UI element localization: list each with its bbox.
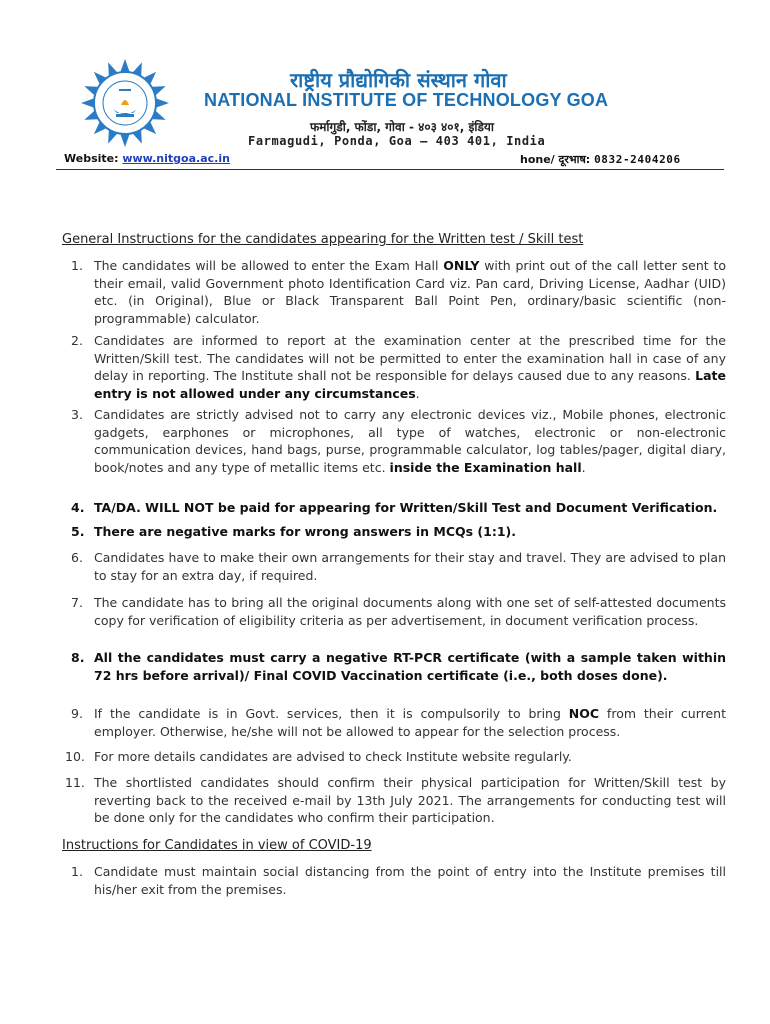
phone-label: hone/ दूरभाष: xyxy=(520,153,591,166)
instruction-item-2: 2. Candidates are informed to report at the examination center at the prescribed time for the Written/Skill test. The candidates will not be permitted to enter the examination hall in case of any delay in reporting. The Institute shall not be responsible for delays caused due to any reasons. Late entry is not allowed under any circumstances. xyxy=(71,333,726,401)
instruction-item-10: 10. For more details candidates are advised to check Institute website regularly. xyxy=(65,749,572,764)
website-line xyxy=(64,152,230,165)
institute-name-hindi: राष्ट्रीय प्रौद्योगिकी संस्थान गोवा xyxy=(290,68,507,92)
instruction-item-7: 7. The candidate has to bring all the original documents along with one set of self-attested documents copy for verification of eligibility criteria as per advertisement, in document verification process. xyxy=(71,595,726,628)
instruction-item-9: 9. If the candidate is in Govt. services, then it is compulsorily to bring NOC from their current employer. Otherwise, he/she will not be allowed to appear for the selection process. xyxy=(71,706,726,739)
phone-number: 0832-2404206 xyxy=(594,153,681,166)
website-label: Website: xyxy=(64,152,123,165)
institute-name: NATIONAL INSTITUTE OF TECHNOLOGY GOA xyxy=(204,90,609,110)
instruction-item-4: 4. TA/DA. WILL NOT be paid for appearing for Written/Skill Test and Document Verification. xyxy=(71,500,718,515)
instruction-item-6: 6. Candidates have to make their own arrangements for their stay and travel. They are advised to plan to stay for an extra day, if required. xyxy=(71,550,726,583)
website-link[interactable]: www.nitgoa.ac.in xyxy=(122,152,230,165)
instruction-item-11: 11. The shortlisted candidates should confirm their physical participation for Written/Skill test by reverting back to the received e-mail by 13th July 2021. The arrangements for conducting test will be done only for the candidates who confirm their participation. xyxy=(65,775,726,825)
covid-instructions-heading: Instructions for Candidates in view of COVID-19 xyxy=(62,838,372,853)
covid-item-1: 1. Candidate must maintain social distancing from the point of entry into the Institute premises till his/her exit from the premises. xyxy=(71,864,726,897)
institute-logo xyxy=(80,58,170,148)
instruction-item-5: 5. There are negative marks for wrong answers in MCQs (1:1). xyxy=(71,524,516,539)
address: Farmagudi, Ponda, Goa – 403 401, India xyxy=(248,134,546,148)
instruction-item-3: 3. Candidates are strictly advised not to carry any electronic devices viz., Mobile phones, electronic gadgets, earphones or microphones, all type of watches, electronic or non-electronic communication devices, hand bags, purse, programmable calculator, log tables/pager, digital diary, book/notes and any type of metallic items etc. inside the Examination hall. xyxy=(71,407,726,475)
header-divider xyxy=(56,169,724,170)
address-hindi: फर्मागुडी, फोंडा, गोवा - ४०३ ४०१, इंडिया xyxy=(310,120,495,134)
instruction-item-1: 1. The candidates will be allowed to enter the Exam Hall ONLY with print out of the call letter sent to their email, valid Government photo Identification Card viz. Pan card, Driving License, Aadhar (UID) etc. (in Original), Blue or Black Transparent Ball Point Pen, ordinary/basic scientific (non-programmable) calculator. xyxy=(71,258,726,326)
general-instructions-heading: General Instructions for the candidates appearing for the Written test / Skill test xyxy=(62,232,584,247)
phone-line xyxy=(520,152,681,167)
instruction-item-8: 8. All the candidates must carry a negative RT-PCR certificate (with a sample taken within 72 hrs before arrival)/ Final COVID Vaccination certificate (i.e., both doses done). xyxy=(71,650,726,683)
